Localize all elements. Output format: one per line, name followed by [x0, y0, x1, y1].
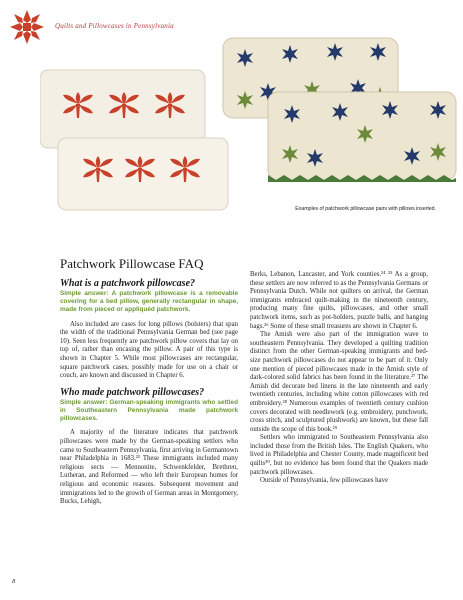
body-paragraph: Berks, Lebanon, Lancaster, and York counties.²⁴ ²⁵ As a group, these settlers are now referred to as the Pennsylvania Germans or Pennsylvania Dutch. While not quilters on arrival, the German immigrants embraced quilt-making in the nineteenth century, producing many fine quilts, pillowcases, and other small patchwork items, such as pot-holders, puzzle balls, and hanging bags.²⁶ Some of these small treasures are shown in Chapter 6.	[250, 271, 428, 330]
applique-pillowcase-bottom	[58, 138, 228, 210]
applique-pillowcase-top	[40, 70, 205, 148]
running-header-title: Quilts and Pillowcases in Pennsylvania	[55, 22, 174, 30]
star-pillowcase-bottom	[268, 92, 456, 182]
faq-question: What is a patchwork pillowcase?	[60, 278, 196, 289]
body-paragraph: Settlers who immigrated to Southeastern Pennsylvania also included those from the British Isles. The English Quakers, who lived in Philadelphia and Chester County, made magnificent bed quilts³⁰, but no evidence has been found that the Quakers made patchwork pillowcases.	[250, 434, 428, 476]
text-column-right	[250, 271, 428, 486]
page-number: 8	[12, 578, 16, 585]
text-column-left	[60, 278, 238, 507]
body-paragraph: A majority of the literature indicates that patchwork pillowcases were made by the German-speaking settlers who came to Southeastern Pennsylvania, first arriving in Germantown near Philadelphia in 1683.²³ These immigrants included many religious sects — Mennonite, Schwenkfelder, Brethren, Lutheran, and Reformed — who left their European homes for religious and economic reasons. Subsequent movement and immigrations led to the growth of German areas in Montgomery, Bucks, Lehigh,	[60, 429, 238, 506]
faq-answer: Simple answer: A patchwork pillowcase is a removable covering for a bed pillow, generally rectangular in shape, made from pieced or appliquéd patchwork.	[60, 290, 238, 314]
pillowcase-photo	[40, 30, 460, 220]
body-paragraph: Outside of Pennsylvania, few pillowcases have	[260, 477, 388, 485]
section-title: Patchwork Pillowcase FAQ	[60, 256, 204, 271]
body-paragraph: Also included are cases for long pillows (bolsters) that span the width of the traditional Pennsylvania German bed (see page 10). Seen less frequently are patchwork pillow covers that lay on top of, rather than encasing the pillow. A pair of this type is shown in Chapter 5. While most pillowcases are rectangular, square patchwork cases, possibly made for use on a chair or couch, are known and discussed in Chapter 6.	[60, 320, 238, 380]
photo-caption: Examples of patchwork pillowcase pairs with pillows inserted.	[295, 206, 436, 212]
faq-answer: Simple answer: German-speaking immigrants who settled in Southeastern Pennsylvania made patchwork pillowcases.	[60, 398, 238, 423]
body-paragraph: The Amish were also part of the immigration wave to southeastern Pennsylvania. They developed a quilting tradition distinct from the other German-speaking immigrants and bed-size patchwork pillowcases do not appear to be part of it. Only one mention of pieced pillowcases made in the Amish style of dark-colored solid fabrics has been found in the literature.²⁷ The Amish did decorate bed linens in the late nineteenth and early twentieth centuries, including white cotton pillowcases with red embroidery.²⁸ Numerous examples of twentieth century cushion covers decorated with needlework (e.g. embroidery, punchwork, cross stitch, and sculptured plushwork) are known, but these fall outside the scope of this book.²⁹	[250, 331, 428, 433]
faq-question: Who made patchwork pillowcases?	[60, 386, 205, 398]
